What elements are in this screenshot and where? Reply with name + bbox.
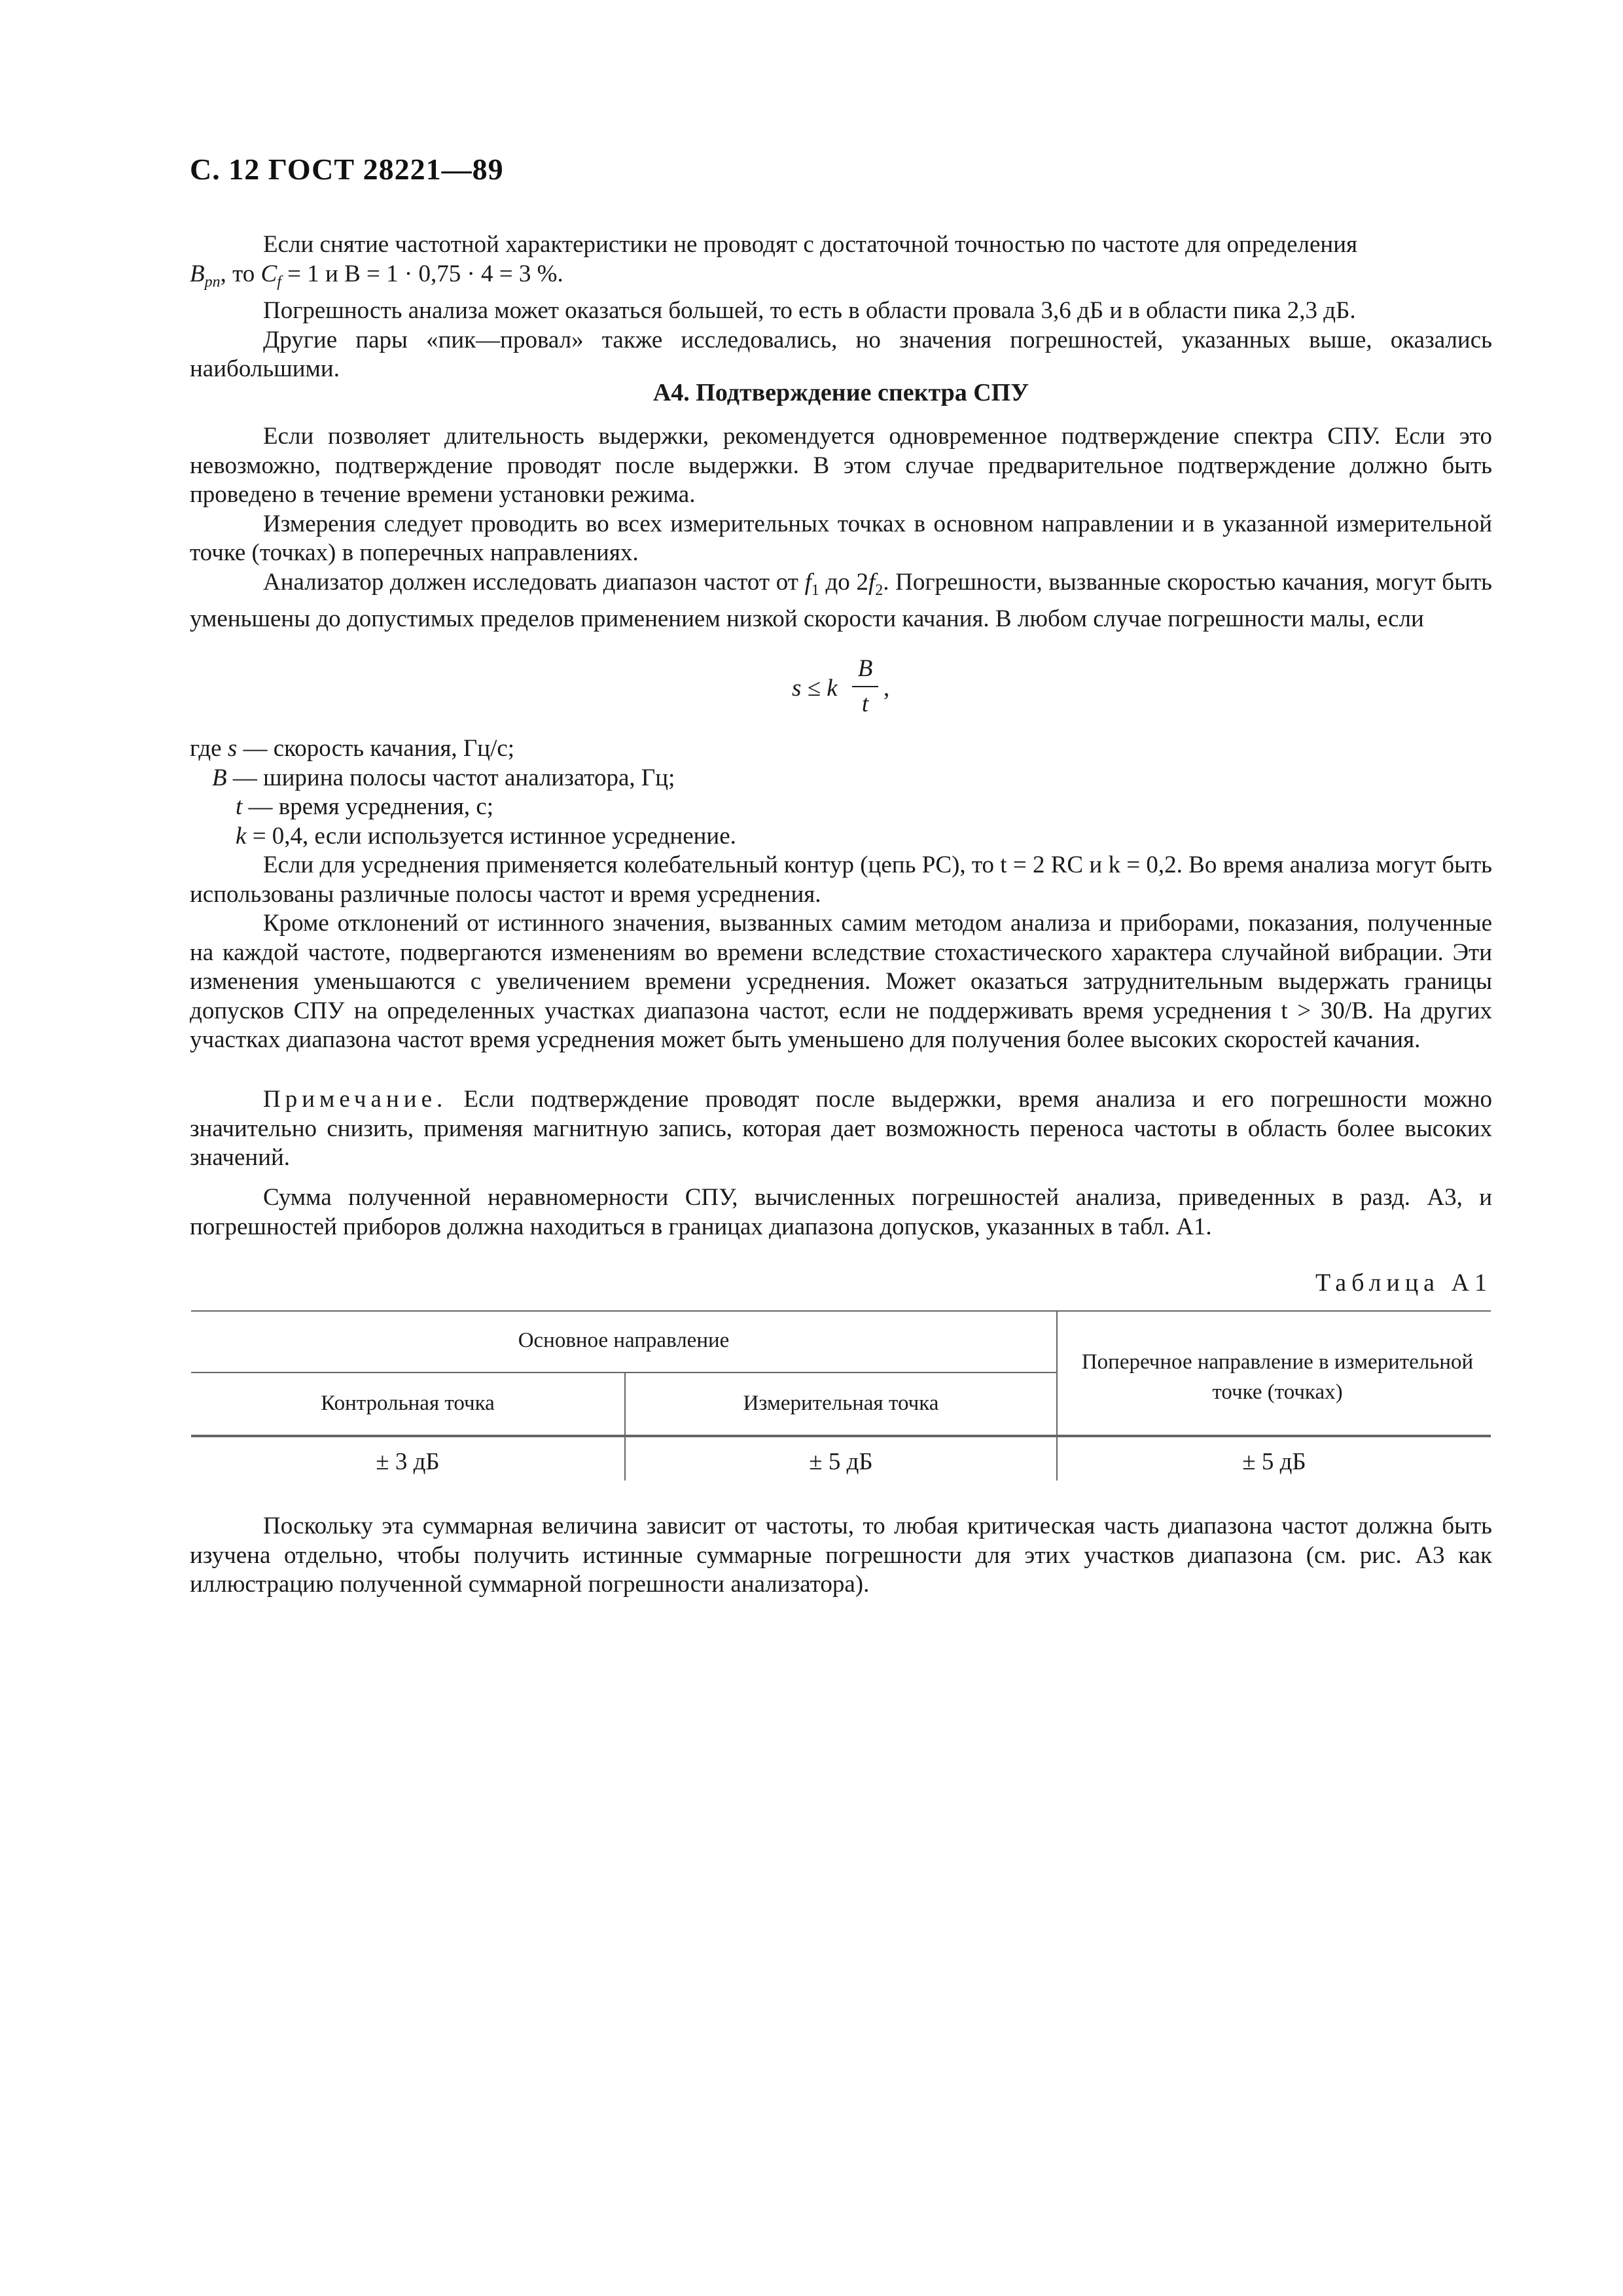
table-header-divider	[191, 1372, 1056, 1373]
table-header-control-point: Контрольная точка	[321, 1391, 495, 1415]
intro-paragraph-1	[190, 230, 1492, 260]
formula-numerator: B	[857, 655, 873, 682]
definitions-list	[190, 734, 1492, 851]
definition-item	[190, 734, 1492, 764]
table-header-bottom-rule	[191, 1435, 1491, 1437]
table-top-rule	[191, 1310, 1491, 1312]
symbol-f2: f	[868, 568, 876, 596]
table-header-cross-direction: Поперечное направление в измерительной точке (точках)	[1081, 1350, 1474, 1404]
intro-block	[190, 230, 1492, 384]
formula-lhs: s ≤ k	[792, 675, 838, 702]
table-caption: Таблица А1	[1315, 1269, 1492, 1297]
note-text: Если подтверждение проводят после выдержки, время анализа и его погрешности можно значительно снизить, применяя магнитную запись, которая дает возможность переноса частоты в область более высоких значений.	[190, 1086, 1492, 1171]
subscript-f: f	[277, 273, 281, 291]
intro-p1-mid: , то	[220, 260, 255, 287]
a4-p3-text-b: . Погрешности, вызванные скоростью качания, могут быть уменьшены до допустимых пределов применением низкой скорости качания. В любом случае погрешности малы, если	[190, 568, 1493, 632]
formula-tail: ,	[883, 675, 890, 702]
final-block	[190, 1512, 1492, 1600]
table-header-main: Основное направление	[518, 1329, 730, 1352]
subscript-pn: pn	[204, 273, 221, 291]
definition-symbol: B	[212, 764, 227, 791]
deviation-paragraph: Кроме отклонений от истинного значения, вызванных самим методом анализа и приборами, показания, полученные на каждой частоте, подвергаются изменениям во времени вследствие стохастического характера случайной вибрации. Эти изменения уменьшаются с увеличением времени усреднения. Может оказаться затруднительным выдержать границы допусков СПУ на определенных участках диапазона частот, если не поддерживать время усреднения t > 30/B. На других участках диапазона частот время усреднения может быть уменьшено для получения более высоких скоростей качания.	[190, 910, 1492, 1053]
section-a4-paragraph-3	[190, 568, 1492, 634]
definition-text: — время усреднения, с;	[242, 793, 494, 820]
a4-p3-do: до 2	[825, 568, 868, 596]
table-cell-measuring: ± 5 дБ	[809, 1448, 873, 1475]
section-a4-paragraph-1: Если позволяет длительность выдержки, рекомендуется одновременное подтверждение спектра СПУ. Если это невозможно, подтверждение проводят после выдержки. В этом случае предварительное подтверждение должно быть проведено в течение времени установки режима.	[190, 423, 1492, 508]
sum-paragraph: Сумма полученной неравномерности СПУ, вычисленных погрешностей анализа, приведенных в разд. А3, и погрешностей приборов должна находиться в границах диапазона допусков, указанных в табл. А1.	[190, 1184, 1492, 1240]
intro-p1-rest: = 1 и B = 1 · 0,75 · 4 = 3 %.	[281, 260, 563, 287]
definition-text: = 0,4, если используется истинное усреднение.	[246, 822, 736, 850]
sweep-rate-formula	[792, 655, 923, 726]
symbol-cf: C	[260, 260, 277, 287]
section-title: А4. Подтверждение спектра СПУ	[652, 379, 1029, 406]
definition-item	[190, 764, 1492, 793]
fraction-bar	[852, 686, 878, 687]
subscript-2: 2	[875, 581, 883, 599]
note-paragraph	[190, 1085, 1492, 1173]
formula-fraction	[852, 655, 878, 718]
symbol-b: B	[190, 260, 205, 287]
definition-prefix: где	[190, 735, 228, 762]
page-header: С. 12 ГОСТ 28221—89	[190, 152, 504, 186]
a4-p3-text-a: Анализатор должен исследовать диапазон частот от	[263, 568, 798, 596]
table-cell-control: ± 3 дБ	[376, 1448, 440, 1475]
rc-paragraph: Если для усреднения применяется колебательный контур (цепь PC), то t = 2 RC и k = 0,2. Во время анализа могут быть использованы различные полосы частот и время усреднения.	[190, 852, 1492, 908]
section-a4-paragraph-2: Измерения следует проводить во всех измерительных точках в основном направлении и в указанной измерительной точке (точках) в поперечных направлениях.	[190, 510, 1492, 566]
definition-symbol: k	[236, 822, 247, 850]
intro-p1-text: Если снятие частотной характеристики не проводят с достаточной точностью по частоте для определения	[263, 231, 1358, 258]
definition-symbol: s	[227, 735, 238, 762]
definition-item	[190, 822, 1492, 852]
intro-paragraph-1-cont	[190, 260, 1492, 297]
definition-symbol: t	[236, 793, 243, 820]
body-block-1	[190, 851, 1492, 1055]
definition-text: — скорость качания, Гц/с;	[237, 735, 515, 762]
note-block	[190, 1085, 1492, 1173]
subscript-1: 1	[811, 581, 819, 599]
final-paragraph: Поскольку эта суммарная величина зависит от частоты, то любая критическая часть диапазона частот должна быть изучена отдельно, чтобы получить истинные суммарные погрешности для этих участков диапазона (см. рис. А3 как иллюстрацию полученной суммарной погрешности анализатора).	[190, 1513, 1492, 1598]
sum-block	[190, 1183, 1492, 1242]
note-label: Примечание.	[263, 1086, 448, 1113]
intro-paragraph-3: Другие пары «пик—провал» также исследовались, но значения погрешностей, указанных выше, оказались наибольшими.	[190, 326, 1492, 382]
tolerance-table	[191, 1310, 1491, 1480]
table-cell-cross: ± 5 дБ	[1242, 1448, 1306, 1475]
symbol-f1: f	[804, 568, 812, 596]
definition-text: — ширина полосы частот анализатора, Гц;	[226, 764, 675, 791]
definition-item	[190, 793, 1492, 822]
section-a4-block	[190, 422, 1492, 634]
table-header-measuring-point: Измерительная точка	[743, 1391, 939, 1415]
intro-paragraph-2: Погрешность анализа может оказаться большей, то есть в области провала 3,6 дБ и в области пика 2,3 дБ.	[263, 297, 1356, 324]
formula-denominator: t	[861, 691, 869, 717]
